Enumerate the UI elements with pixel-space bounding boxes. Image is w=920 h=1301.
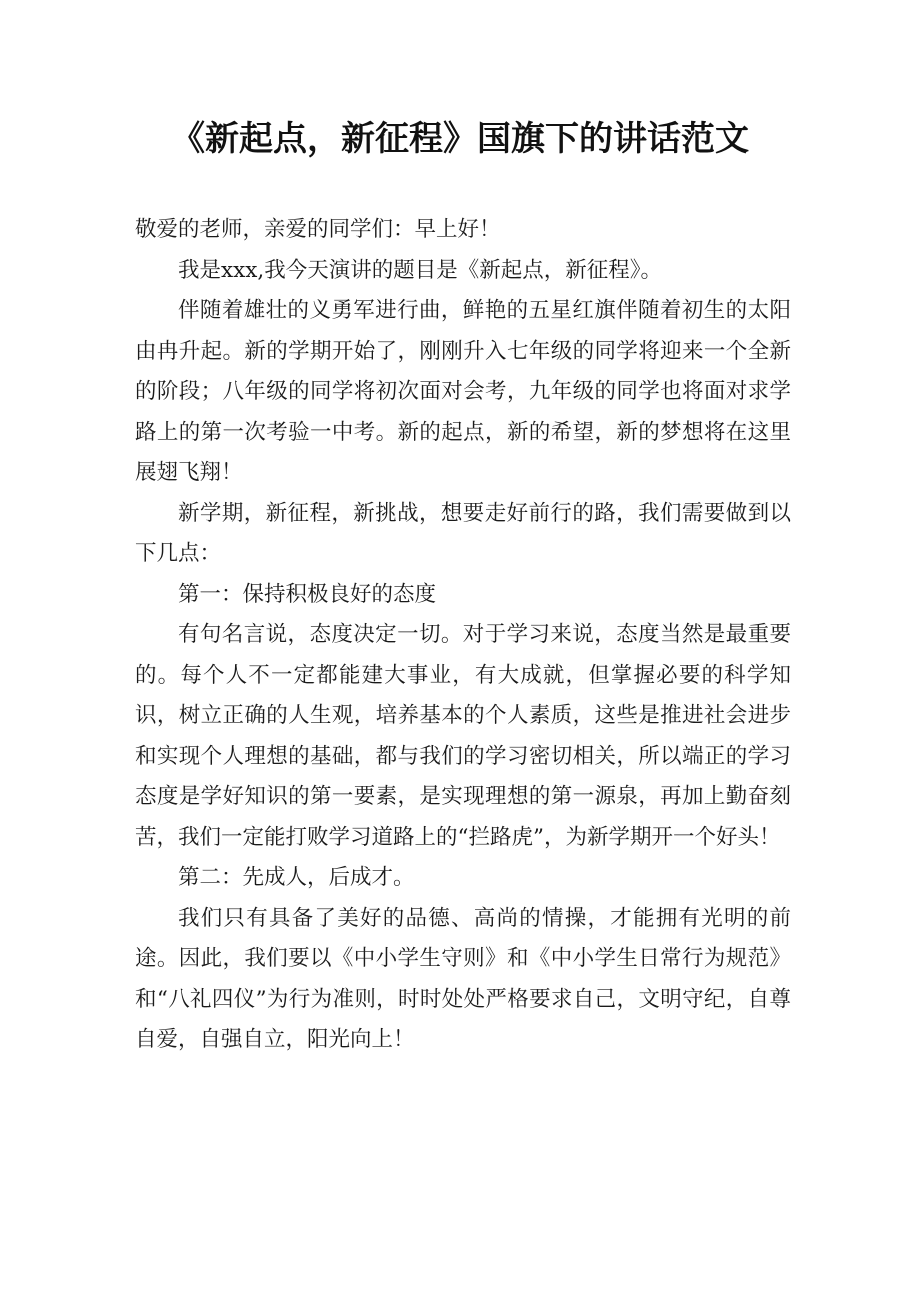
document-title: 《新起点，新征程》国旗下的讲话范文 — [171, 119, 749, 159]
paragraph-challenge: 新学期，新征程，新挑战，想要走好前行的路，我们需要做到以下几点： — [135, 500, 791, 566]
paragraph-intro: 我是xxx,我今天演讲的题目是《新起点，新征程》。 — [178, 257, 662, 283]
paragraph-attitude: 有句名言说，态度决定一切。对于学习来说，态度当然是最重要的。每个人不一定都能建大事业，有大成就，但掌握必要的科学知识，树立正确的人生观，培养基本的个人素质，这些是推进社会进步和实现个人理想的基础，都与我们的学习密切相关，所以端正的学习态度是学好知识的第一要素，是实现理想的第一源泉，再加上勤奋刻苦，我们一定能打败学习道路上的“拦路虎”，为新学期开一个好头！ — [135, 622, 791, 850]
paragraph-greeting: 敬爱的老师，亲爱的同学们：早上好！ — [135, 217, 501, 242]
paragraph-new-semester: 伴随着雄壮的义勇军进行曲，鲜艳的五星红旗伴随着初生的太阳由冉升起。新的学期开始了，刚刚升入七年级的同学将迎来一个全新的阶段；八年级的同学将初次面对会考，九年级的同学也将面对求学路上的第一次考验一中考。新的起点，新的希望，新的梦想将在这里展翅飞翔！ — [135, 298, 791, 485]
heading-point-one: 第一：保持积极良好的态度 — [178, 581, 437, 607]
paragraph-character: 我们只有具备了美好的品德、高尚的情操，才能拥有光明的前途。因此，我们要以《中小学生守则》和《中小学生日常行为规范》和“八礼四仪”为行为准则，时时处处严格要求自己，文明守纪，自尊自爱，自强自立，阳光向上！ — [135, 905, 791, 1052]
heading-point-two: 第二：先成人，后成才。 — [178, 865, 415, 890]
document-body — [135, 210, 791, 1061]
